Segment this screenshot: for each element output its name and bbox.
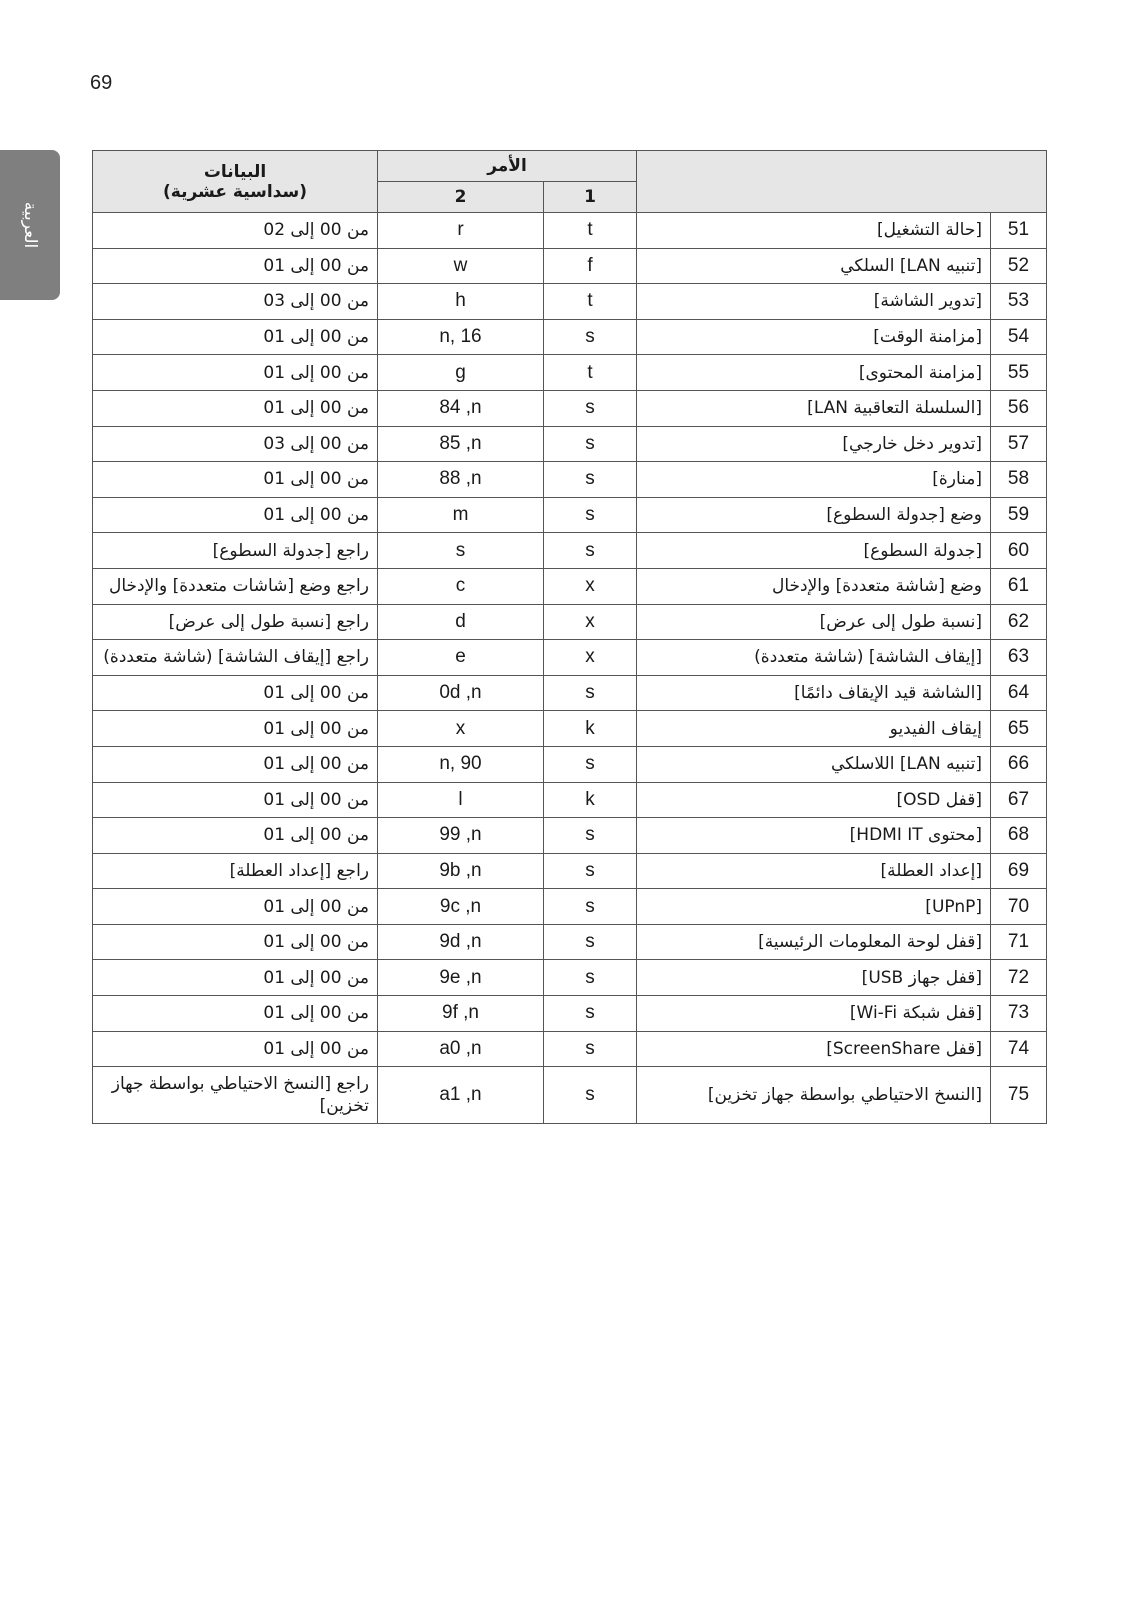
data-header-subtitle: (سداسية عشرية) <box>163 181 307 202</box>
number-cell: 53 <box>991 284 1047 320</box>
name-cell: [تنبيه LAN] السلكي <box>637 248 991 284</box>
table-row <box>93 355 1047 391</box>
data-cell: من 00 إلى 01 <box>93 497 378 533</box>
name-cell: [قفل ScreenShare] <box>637 1031 991 1067</box>
command-1-cell: s <box>544 818 637 854</box>
data-cell: من 00 إلى 01 <box>93 924 378 960</box>
number-cell: 55 <box>991 355 1047 391</box>
command-2-cell: g <box>378 355 544 391</box>
command-1-cell: s <box>544 853 637 889</box>
number-cell: 64 <box>991 675 1047 711</box>
data-cell: من 00 إلى 03 <box>93 284 378 320</box>
data-cell: من 00 إلى 01 <box>93 889 378 925</box>
data-cell: من 00 إلى 01 <box>93 355 378 391</box>
data-cell: من 00 إلى 01 <box>93 319 378 355</box>
command-2-cell: 85 ,n <box>378 426 544 462</box>
number-cell: 57 <box>991 426 1047 462</box>
command-1-cell: s <box>544 675 637 711</box>
name-cell: إيقاف الفيديو <box>637 711 991 747</box>
command-1-cell: t <box>544 355 637 391</box>
number-cell: 66 <box>991 746 1047 782</box>
name-cell: [حالة التشغيل] <box>637 213 991 249</box>
command-1-cell: x <box>544 604 637 640</box>
command-1-cell: s <box>544 533 637 569</box>
name-cell: [الشاشة قيد الإيقاف دائمًا] <box>637 675 991 711</box>
name-cell: [قفل شبكة Wi-Fi] <box>637 996 991 1032</box>
number-cell: 61 <box>991 568 1047 604</box>
command-1-cell: s <box>544 960 637 996</box>
table-row <box>93 533 1047 569</box>
number-cell: 68 <box>991 818 1047 854</box>
number-cell: 63 <box>991 640 1047 676</box>
command-2-cell: 9b ,n <box>378 853 544 889</box>
command-2-cell: 84 ,n <box>378 390 544 426</box>
name-cell: [مزامنة المحتوى] <box>637 355 991 391</box>
command-2-cell: 0d ,n <box>378 675 544 711</box>
name-cell: [نسبة طول إلى عرض] <box>637 604 991 640</box>
data-cell: من 00 إلى 01 <box>93 1031 378 1067</box>
data-cell: راجع [النسخ الاحتياطي بواسطة جهاز تخزين] <box>93 1067 378 1124</box>
command-2-cell: n, 16 <box>378 319 544 355</box>
table-row <box>93 568 1047 604</box>
command-1-cell: x <box>544 568 637 604</box>
command-1-cell: s <box>544 996 637 1032</box>
command-column-header: الأمر <box>378 151 637 182</box>
table-row <box>93 746 1047 782</box>
command-1-cell: s <box>544 1067 637 1124</box>
command-col1-header: 1 <box>544 182 637 213</box>
command-1-cell: s <box>544 462 637 498</box>
command-2-cell: 9f ,n <box>378 996 544 1032</box>
command-2-cell: r <box>378 213 544 249</box>
number-cell: 75 <box>991 1067 1047 1124</box>
data-cell: من 00 إلى 03 <box>93 426 378 462</box>
number-cell: 74 <box>991 1031 1047 1067</box>
table-row <box>93 1031 1047 1067</box>
number-cell: 56 <box>991 390 1047 426</box>
name-cell: [جدولة السطوع] <box>637 533 991 569</box>
command-2-cell: w <box>378 248 544 284</box>
data-cell: راجع وضع [شاشات متعددة] والإدخال <box>93 568 378 604</box>
table-row <box>93 996 1047 1032</box>
command-1-cell: s <box>544 497 637 533</box>
data-header-title: البيانات <box>203 161 267 182</box>
name-cell: [تدوير دخل خارجي] <box>637 426 991 462</box>
table-row <box>93 889 1047 925</box>
data-cell: راجع [جدولة السطوع] <box>93 533 378 569</box>
table-row <box>93 462 1047 498</box>
data-cell: من 00 إلى 01 <box>93 996 378 1032</box>
data-cell: من 00 إلى 01 <box>93 675 378 711</box>
command-1-cell: f <box>544 248 637 284</box>
command-2-cell: n, 90 <box>378 746 544 782</box>
command-2-cell: a0 ,n <box>378 1031 544 1067</box>
command-1-cell: s <box>544 746 637 782</box>
side-tab-label: العربية <box>20 201 40 249</box>
command-1-cell: s <box>544 889 637 925</box>
number-cell: 54 <box>991 319 1047 355</box>
language-side-tab <box>0 150 60 300</box>
command-2-cell: 9d ,n <box>378 924 544 960</box>
number-cell: 51 <box>991 213 1047 249</box>
name-cell: [منارة] <box>637 462 991 498</box>
table-row <box>93 497 1047 533</box>
data-cell: من 00 إلى 01 <box>93 746 378 782</box>
command-1-cell: s <box>544 1031 637 1067</box>
command-1-cell: x <box>544 640 637 676</box>
number-cell: 71 <box>991 924 1047 960</box>
command-2-cell: l <box>378 782 544 818</box>
data-column-header <box>93 151 378 213</box>
command-2-cell: h <box>378 284 544 320</box>
command-2-cell: m <box>378 497 544 533</box>
name-cell: وضع [شاشة متعددة] والإدخال <box>637 568 991 604</box>
name-cell: [تنبيه LAN] اللاسلكي <box>637 746 991 782</box>
number-cell: 62 <box>991 604 1047 640</box>
command-col2-header: 2 <box>378 182 544 213</box>
command-2-cell: a1 ,n <box>378 1067 544 1124</box>
number-cell: 73 <box>991 996 1047 1032</box>
command-2-cell: 88 ,n <box>378 462 544 498</box>
table-row <box>93 319 1047 355</box>
command-table <box>92 150 1047 1124</box>
name-cell: [النسخ الاحتياطي بواسطة جهاز تخزين] <box>637 1067 991 1124</box>
data-cell: من 00 إلى 01 <box>93 782 378 818</box>
data-cell: من 00 إلى 01 <box>93 818 378 854</box>
number-cell: 69 <box>991 853 1047 889</box>
number-cell: 70 <box>991 889 1047 925</box>
name-cell: [السلسلة التعاقبية LAN] <box>637 390 991 426</box>
data-cell: من 00 إلى 01 <box>93 390 378 426</box>
name-cell: [تدوير الشاشة] <box>637 284 991 320</box>
table-row <box>93 284 1047 320</box>
table-row <box>93 924 1047 960</box>
table-row <box>93 960 1047 996</box>
command-1-cell: s <box>544 319 637 355</box>
name-column-header <box>637 151 1047 213</box>
command-2-cell: d <box>378 604 544 640</box>
table-row <box>93 675 1047 711</box>
number-cell: 59 <box>991 497 1047 533</box>
table-row <box>93 604 1047 640</box>
command-2-cell: e <box>378 640 544 676</box>
data-cell: من 00 إلى 01 <box>93 960 378 996</box>
number-cell: 67 <box>991 782 1047 818</box>
table-row <box>93 711 1047 747</box>
command-1-cell: k <box>544 782 637 818</box>
name-cell: [محتوى HDMI IT] <box>637 818 991 854</box>
data-cell: راجع [إيقاف الشاشة] (شاشة متعددة) <box>93 640 378 676</box>
table-row <box>93 640 1047 676</box>
command-1-cell: s <box>544 426 637 462</box>
command-2-cell: 9c ,n <box>378 889 544 925</box>
name-cell: وضع [جدولة السطوع] <box>637 497 991 533</box>
number-cell: 58 <box>991 462 1047 498</box>
table-body <box>93 213 1047 1124</box>
number-cell: 72 <box>991 960 1047 996</box>
table-row <box>93 1067 1047 1124</box>
data-cell: من 00 إلى 01 <box>93 462 378 498</box>
command-2-cell: x <box>378 711 544 747</box>
number-cell: 60 <box>991 533 1047 569</box>
command-1-cell: t <box>544 284 637 320</box>
command-1-cell: s <box>544 924 637 960</box>
command-2-cell: s <box>378 533 544 569</box>
command-1-cell: t <box>544 213 637 249</box>
number-cell: 52 <box>991 248 1047 284</box>
table-row <box>93 248 1047 284</box>
command-2-cell: 9e ,n <box>378 960 544 996</box>
name-cell: [قفل جهاز USB] <box>637 960 991 996</box>
data-cell: راجع [إعداد العطلة] <box>93 853 378 889</box>
name-cell: [قفل OSD] <box>637 782 991 818</box>
page-number: 69 <box>90 72 113 94</box>
command-2-cell: c <box>378 568 544 604</box>
name-cell: [إيقاف الشاشة] (شاشة متعددة) <box>637 640 991 676</box>
name-cell: [UPnP] <box>637 889 991 925</box>
table-row <box>93 818 1047 854</box>
command-1-cell: s <box>544 390 637 426</box>
data-cell: من 00 إلى 01 <box>93 248 378 284</box>
data-cell: من 00 إلى 02 <box>93 213 378 249</box>
data-cell: راجع [نسبة طول إلى عرض] <box>93 604 378 640</box>
command-2-cell: 99 ,n <box>378 818 544 854</box>
name-cell: [مزامنة الوقت] <box>637 319 991 355</box>
table-row <box>93 390 1047 426</box>
table-row <box>93 853 1047 889</box>
table-row <box>93 782 1047 818</box>
name-cell: [قفل لوحة المعلومات الرئيسية] <box>637 924 991 960</box>
command-1-cell: k <box>544 711 637 747</box>
table-row <box>93 426 1047 462</box>
table-row <box>93 213 1047 249</box>
data-cell: من 00 إلى 01 <box>93 711 378 747</box>
name-cell: [إعداد العطلة] <box>637 853 991 889</box>
number-cell: 65 <box>991 711 1047 747</box>
